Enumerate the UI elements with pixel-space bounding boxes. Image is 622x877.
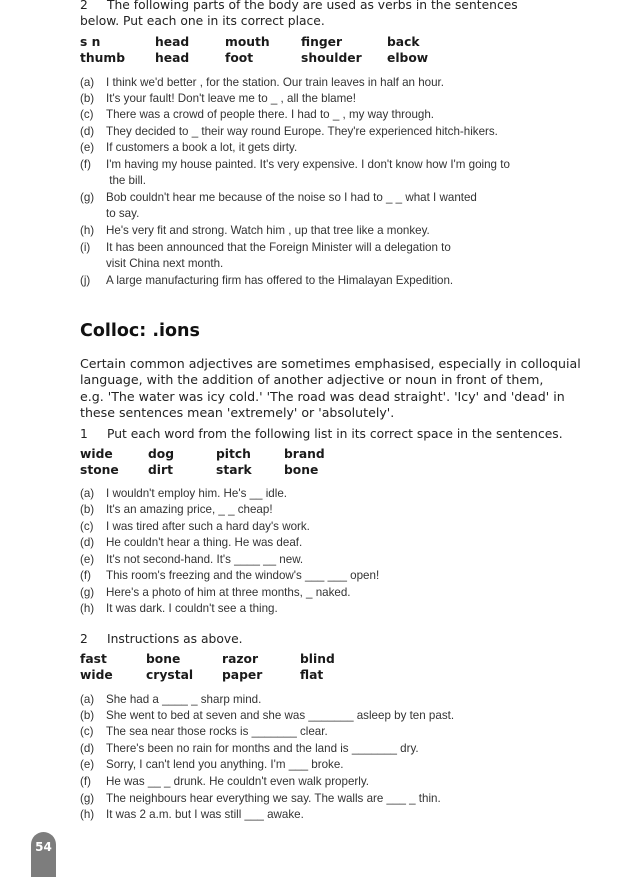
word: bone (146, 652, 181, 666)
word: brand (284, 447, 325, 461)
word: flat (300, 668, 324, 682)
intro-paragraph-line: language, with the addition of another adjective or noun in front of them, (80, 372, 544, 387)
sentence-item: (a) I wouldn't employ him. He's __ idle. (80, 487, 287, 500)
word: back (387, 35, 420, 49)
word: crystal (146, 668, 194, 682)
word: thumb (80, 51, 126, 65)
word: head (155, 51, 190, 65)
sentence-item: (a) I think we'd better , for the station. Our train leaves in half an hour. (80, 76, 444, 89)
section-heading: Colloc: .ions (80, 321, 200, 341)
intro-paragraph-line: Certain common adjectives are sometimes emphasised, especially in colloquial (80, 356, 581, 371)
sentence-item: (b) She went to bed at seven and she was _______ asleep by ten past. (80, 709, 455, 722)
sentence-item: (b) It's your fault! Don't leave me to _ , all the blame! (80, 92, 356, 105)
sentence-item: (h) It was dark. I couldn't see a thing. (80, 602, 278, 615)
sentence-item: (g) Here's a photo of him at three months, _ naked. (80, 586, 351, 599)
sentence-continuation: the bill. (106, 174, 146, 187)
sentence-item: (d) He couldn't hear a thing. He was deaf. (80, 536, 303, 549)
sentence-item: (b) It's an amazing price, _ _ cheap! (80, 503, 273, 516)
sentence-continuation: to say. (106, 207, 140, 220)
sentence-item: (c) I was tired after such a hard day's work. (80, 520, 310, 533)
word: paper (222, 668, 263, 682)
word: dog (148, 447, 175, 461)
word: wide (80, 447, 113, 461)
exercise-number: 2 (80, 632, 88, 646)
intro-paragraph-line: e.g. 'The water was icy cold.' 'The road was dead straight'. 'Icy' and 'dead' in (80, 389, 565, 404)
exercise-instruction: Put each word from the following list in its correct space in the sentences. (107, 427, 563, 441)
sentence-item: (e) If customers a book a lot, it gets dirty. (80, 141, 298, 154)
sentence-item: (d) They decided to _ their way round Europe. They're experienced hitch-hikers. (80, 125, 498, 138)
exercise-number: 2 (80, 0, 88, 12)
exercise-instruction-line1: The following parts of the body are used as verbs in the sentences (107, 0, 518, 12)
word: head (155, 35, 190, 49)
word: fast (80, 652, 107, 666)
word: finger (301, 35, 343, 49)
word: blind (300, 652, 335, 666)
sentence-item: (h) He's very fit and strong. Watch him , up that tree like a monkey. (80, 224, 430, 237)
word: razor (222, 652, 259, 666)
word: mouth (225, 35, 270, 49)
sentence-item: (j) A large manufacturing firm has offered to the Himalayan Expedition. (80, 274, 454, 287)
sentence-item: (h) It was 2 a.m. but I was still ___ awake. (80, 808, 304, 821)
word: wide (80, 668, 113, 682)
sentence-item: (d) There's been no rain for months and the land is _______ dry. (80, 742, 419, 755)
word: s n (80, 35, 101, 49)
sentence-item: (g) Bob couldn't hear me because of the noise so I had to _ _ what I wanted (80, 191, 477, 204)
page-number-tab: 54 (31, 832, 56, 877)
sentence-item: (c) The sea near those rocks is _______ clear. (80, 725, 328, 738)
exercise-instruction: Instructions as above. (107, 632, 243, 646)
word: pitch (216, 447, 251, 461)
word: stark (216, 463, 252, 477)
word: elbow (387, 51, 429, 65)
sentence-item: (g) The neighbours hear everything we say. The walls are ___ _ thin. (80, 792, 441, 805)
exercise-instruction-line2: below. Put each one in its correct place. (80, 14, 325, 28)
word: stone (80, 463, 119, 477)
sentence-item: (c) There was a crowd of people there. I had to _ , my way through. (80, 108, 435, 121)
word: dirt (148, 463, 173, 477)
sentence-item: (f) I'm having my house painted. It's very expensive. I don't know how I'm going to (80, 158, 510, 171)
sentence-item: (i) It has been announced that the Foreign Minister will a delegation to (80, 241, 451, 254)
exercise-number: 1 (80, 427, 88, 441)
sentence-item: (f) He was __ _ drunk. He couldn't even walk properly. (80, 775, 369, 788)
intro-paragraph-line: these sentences mean 'extremely' or 'absolutely'. (80, 405, 395, 420)
word: shoulder (301, 51, 362, 65)
word: foot (225, 51, 254, 65)
sentence-continuation: visit China next month. (106, 257, 224, 270)
word: bone (284, 463, 319, 477)
sentence-item: (e) It's not second-hand. It's ____ __ new. (80, 553, 304, 566)
sentence-item: (f) This room's freezing and the window's ___ ___ open! (80, 569, 380, 582)
sentence-item: (e) Sorry, I can't lend you anything. I'm ___ broke. (80, 758, 344, 771)
sentence-item: (a) She had a ____ _ sharp mind. (80, 693, 262, 706)
